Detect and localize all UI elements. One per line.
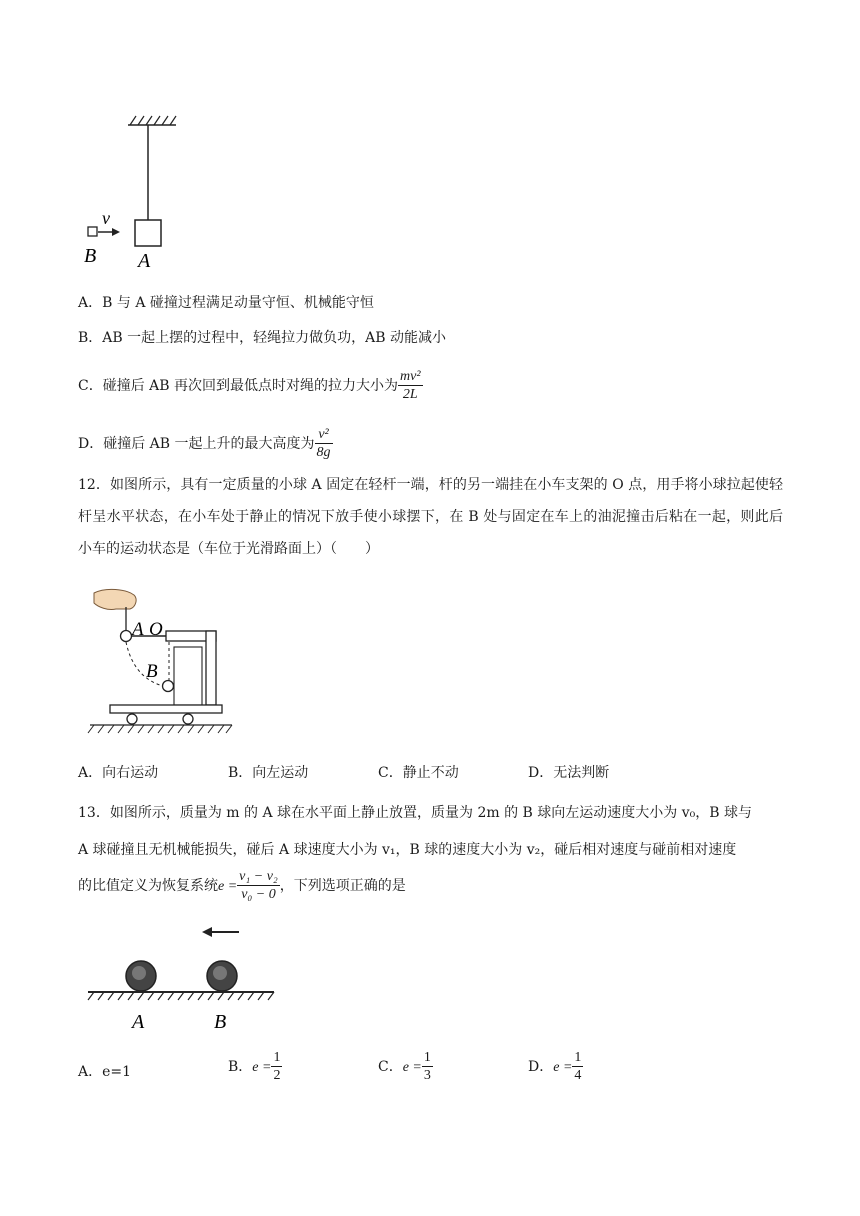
e-label: e = xyxy=(218,879,238,894)
option-text: 碰撞后 AB 再次回到最低点时对绳的拉力大小为 xyxy=(102,378,399,394)
option-letter: B． xyxy=(78,330,103,346)
e-label: e = xyxy=(252,1060,272,1075)
q12-option-b: B．向左运动 xyxy=(228,765,309,781)
option-text: 碰撞后 AB 一起上升的最大高度为 xyxy=(103,436,315,452)
q13-option-d xyxy=(528,1047,583,1088)
hand-icon xyxy=(94,589,136,609)
ground-hatch xyxy=(88,725,232,733)
question-number: 12． xyxy=(78,477,110,493)
q12-option-a: A．向右运动 xyxy=(78,765,159,781)
fraction-denominator: 2L xyxy=(402,386,418,402)
inner-frame xyxy=(174,647,202,705)
question-text: 如图所示，具有一定质量的小球 A 固定在轻杆一端，杆的另一端挂在小车支架的 O 点，用手将小球拉起使轻杆呈水平状态，在小车处于静止的情况下放手使小球摆下，在 B 处与固定在车上的油泥撞击后粘在一起，则此后小车的运动状态是（车位于光滑路面上）（ ） xyxy=(78,477,783,557)
q11-option-b xyxy=(78,327,446,347)
label-B: B xyxy=(84,245,97,267)
q11-option-d xyxy=(78,424,333,464)
block-A xyxy=(135,220,161,246)
fraction xyxy=(572,1050,583,1085)
q13-option-a xyxy=(78,1061,131,1081)
fraction xyxy=(271,1050,282,1085)
q13-stem-line1 xyxy=(78,802,752,822)
e-label: e = xyxy=(553,1060,573,1075)
option-text: AB 一起上摆的过程中，轻绳拉力做负功，AB 动能减小 xyxy=(102,330,446,346)
fraction xyxy=(422,1050,433,1085)
fraction-mv2-2L xyxy=(398,369,423,404)
fraction-numerator: 1 xyxy=(423,1049,431,1065)
q11-option-c xyxy=(78,366,423,406)
support-post xyxy=(206,631,216,705)
cart-pendulum-figure xyxy=(86,585,236,735)
pendulum-figure xyxy=(80,110,200,275)
q13-option-c xyxy=(378,1047,433,1088)
option-letter: A． xyxy=(78,1064,103,1080)
label-O: O xyxy=(149,619,163,640)
wheel-left xyxy=(127,714,137,724)
fraction-denominator: 3 xyxy=(423,1067,431,1083)
question-number: 13． xyxy=(78,805,110,821)
q11-option-a xyxy=(78,292,374,312)
question-text: 如图所示，质量为 m 的 A 球在水平面上静止放置，质量为 2m 的 B 球向左运动速度大小为 v₀，B 球与 xyxy=(109,805,752,821)
option-letter: C． xyxy=(378,1059,403,1075)
option-text: B 与 A 碰撞过程满足动量守恒、机械能守恒 xyxy=(102,295,374,311)
fraction-v2-8g xyxy=(315,427,333,462)
block-B xyxy=(88,227,97,236)
label-A: A xyxy=(132,619,144,640)
label-A: A xyxy=(132,1011,145,1033)
cart-body xyxy=(110,705,222,713)
option-letter: C． xyxy=(78,378,103,394)
label-B: B xyxy=(214,1011,227,1033)
fraction-denominator: 2 xyxy=(273,1067,281,1083)
q12-option-d: D．无法判断 xyxy=(528,765,610,781)
q13-stem-line2: A 球碰撞且无机械能损失，碰后 A 球速度大小为 v₁，B 球的速度大小为 v₂，碰后相对速度与碰前相对速度 xyxy=(78,842,737,858)
option-text: e=1 xyxy=(102,1064,132,1080)
fraction-e-definition xyxy=(237,869,280,904)
ball-A xyxy=(121,631,132,642)
q12-stem xyxy=(78,469,783,565)
wheel-right xyxy=(183,714,193,724)
ground-hatch xyxy=(88,992,274,1000)
fraction-numerator: 1 xyxy=(273,1049,281,1065)
label-A: A xyxy=(138,250,151,272)
left-arrow-icon xyxy=(202,927,212,937)
q13-option-b xyxy=(228,1047,282,1088)
option-letter: D． xyxy=(78,436,104,452)
fraction-numerator: v² xyxy=(315,427,333,444)
fraction-numerator: v₁ − v₂ xyxy=(239,868,278,884)
question-text: ，下列选项正确的是 xyxy=(279,878,406,894)
ball-A-highlight xyxy=(132,966,146,980)
q12-option-c: C．静止不动 xyxy=(378,765,459,781)
fraction-numerator: mv² xyxy=(400,368,421,384)
label-v: v xyxy=(102,208,110,228)
ceiling-hatch xyxy=(130,116,176,125)
option-letter: D． xyxy=(528,1059,554,1075)
balls-figure xyxy=(84,922,279,1034)
question-text: 的比值定义为恢复系统 xyxy=(78,878,218,894)
fraction-numerator: 1 xyxy=(574,1049,582,1065)
arrow-head xyxy=(112,228,120,236)
fraction-denominator: 4 xyxy=(574,1067,582,1083)
option-letter: A． xyxy=(78,295,103,311)
ball-B-highlight xyxy=(213,966,227,980)
option-letter: B． xyxy=(228,1059,253,1075)
fraction-denominator: 8g xyxy=(316,444,331,460)
ball-at-B xyxy=(163,681,174,692)
q13-stem-line3 xyxy=(78,866,406,907)
fraction-denominator: v₀ − 0 xyxy=(241,886,276,902)
e-label: e = xyxy=(402,1060,422,1075)
label-B: B xyxy=(146,661,158,682)
